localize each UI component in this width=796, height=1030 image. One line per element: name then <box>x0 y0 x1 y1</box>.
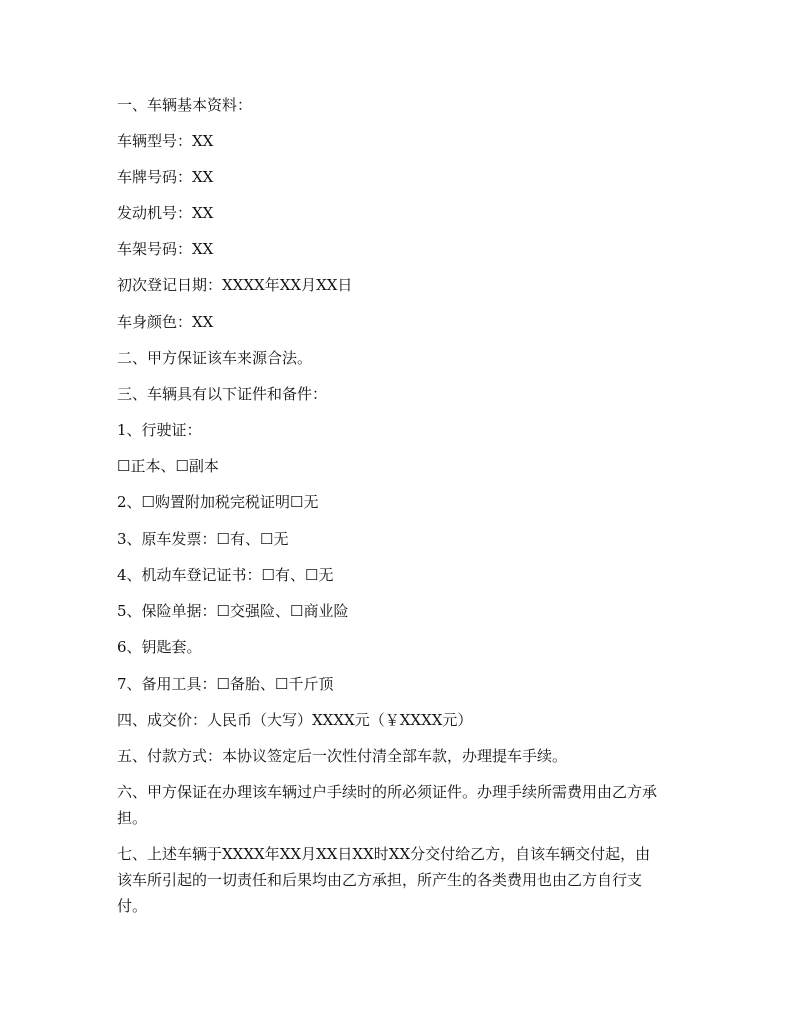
section-3-heading: 三、车辆具有以下证件和备件： <box>117 385 328 403</box>
engine-number: 发动机号：XX <box>117 204 214 222</box>
item-1-options: ☐正本、☐副本 <box>117 457 219 475</box>
frame-number: 车架号码：XX <box>117 240 214 258</box>
item-3: 3、原车发票：☐有、☐无 <box>117 530 289 548</box>
body-color: 车身颜色：XX <box>117 313 214 331</box>
first-registration-date: 初次登记日期：XXXX年XX月XX日 <box>117 276 353 294</box>
section-6-line: 六、甲方保证在办理该车辆过户手续时的所必须证件。办理手续所需费用由乙方承 <box>117 783 658 801</box>
section-7-line: 七、上述车辆于XXXX年XX月XX日XX时XX分交付给乙方，自该车辆交付起，由 <box>117 845 651 863</box>
section-7-line: 该车所引起的一切责任和后果均由乙方承担，所产生的各类费用也由乙方自行支 <box>117 871 643 889</box>
section-2: 二、甲方保证该车来源合法。 <box>117 349 313 367</box>
section-6-paragraph <box>117 779 685 831</box>
vehicle-model: 车辆型号：XX <box>117 132 214 150</box>
section-5-payment: 五、付款方式：本协议签定后一次性付清全部车款，办理提车手续。 <box>117 747 568 765</box>
section-6-line: 担。 <box>117 809 148 827</box>
section-7-line: 付。 <box>117 897 148 915</box>
plate-number: 车牌号码：XX <box>117 168 214 186</box>
item-4: 4、机动车登记证书：☐有、☐无 <box>117 566 334 584</box>
section-1-heading: 一、车辆基本资料： <box>117 96 253 114</box>
item-5: 5、保险单据：☐交强险、☐商业险 <box>117 602 349 620</box>
item-6: 6、钥匙套。 <box>117 638 202 656</box>
item-7: 7、备用工具：☐备胎、☐千斤顶 <box>117 675 334 693</box>
item-2: 2、☐购置附加税完税证明☐无 <box>117 493 319 511</box>
section-7-paragraph <box>117 841 685 919</box>
section-4-price: 四、成交价：人民币（大写）XXXX元（￥XXXX元） <box>117 711 473 729</box>
item-1: 1、行驶证： <box>117 421 202 439</box>
